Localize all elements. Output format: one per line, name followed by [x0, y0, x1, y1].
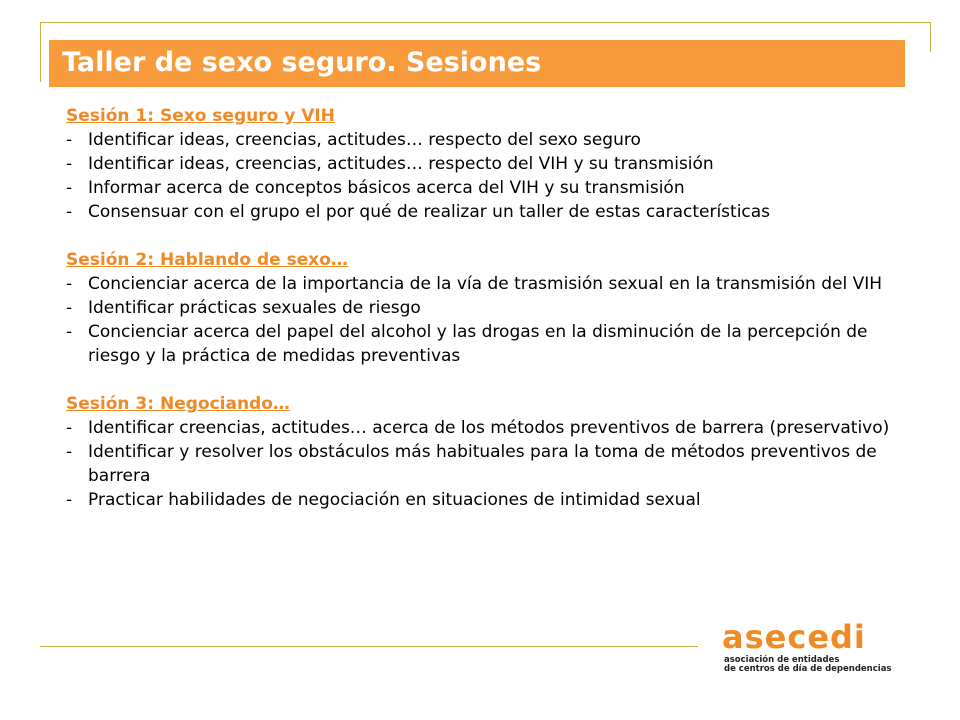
dash-bullet: -	[66, 490, 73, 510]
list-item-text: Consensuar con el grupo el por qué de realizar un taller de estas características	[88, 202, 771, 222]
dash-bullet: -	[66, 178, 73, 198]
list-item	[66, 152, 906, 176]
session-2	[66, 248, 906, 368]
dash-bullet: -	[66, 274, 73, 294]
logo-tagline-1: asociación de entidades	[724, 655, 840, 665]
dash-bullet: -	[66, 154, 73, 174]
list-item-text: Concienciar acerca de la importancia de la vía de trasmisión sexual en la transmisión del VIH	[88, 274, 883, 294]
title-bar	[49, 40, 905, 87]
dash-bullet: -	[66, 130, 73, 150]
list-item	[66, 488, 906, 512]
list-item-text: Identificar creencias, actitudes… acerca de los métodos preventivos de barrera (preservativo)	[88, 418, 890, 438]
list-item	[66, 272, 906, 296]
session-2-list	[66, 272, 906, 368]
session-1	[66, 104, 906, 224]
dash-bullet: -	[66, 322, 73, 342]
list-item-text: Identificar y resolver los obstáculos más habituales para la toma de métodos preventivos de barrera	[88, 442, 877, 486]
list-item	[66, 176, 906, 200]
list-item-text: Informar acerca de conceptos básicos acerca del VIH y su transmisión	[88, 178, 685, 198]
logo-tagline-2: de centros de día de dependencias	[724, 664, 892, 674]
page-title: Taller de sexo seguro. Sesiones	[62, 47, 542, 78]
list-item	[66, 440, 906, 488]
right-rule	[930, 22, 931, 52]
session-1-list	[66, 128, 906, 224]
asecedi-logo	[722, 620, 932, 676]
left-rule	[40, 22, 41, 82]
list-item-text: Practicar habilidades de negociación en situaciones de intimidad sexual	[88, 490, 701, 510]
sessions-content	[66, 104, 906, 536]
session-3	[66, 392, 906, 512]
list-item	[66, 416, 906, 440]
session-3-heading[interactable]: Sesión 3: Negociando…	[66, 394, 290, 414]
dash-bullet: -	[66, 418, 73, 438]
bottom-rule	[40, 646, 698, 647]
list-item	[66, 320, 906, 368]
session-3-list	[66, 416, 906, 512]
list-item-text: Concienciar acerca del papel del alcohol y las drogas en la disminución de la percepción de riesgo y la práctica de medidas preventivas	[88, 322, 868, 366]
list-item	[66, 296, 906, 320]
logo-wordmark: asecedi	[722, 618, 866, 656]
dash-bullet: -	[66, 298, 73, 318]
list-item	[66, 128, 906, 152]
list-item-text: Identificar ideas, creencias, actitudes… respecto del sexo seguro	[88, 130, 641, 150]
dash-bullet: -	[66, 202, 73, 222]
session-2-heading[interactable]: Sesión 2: Hablando de sexo…	[66, 250, 348, 270]
top-rule	[40, 22, 931, 23]
list-item-text: Identificar ideas, creencias, actitudes… respecto del VIH y su transmisión	[88, 154, 714, 174]
list-item-text: Identificar prácticas sexuales de riesgo	[88, 298, 421, 318]
list-item	[66, 200, 906, 224]
dash-bullet: -	[66, 442, 73, 462]
session-1-heading[interactable]: Sesión 1: Sexo seguro y VIH	[66, 106, 335, 126]
